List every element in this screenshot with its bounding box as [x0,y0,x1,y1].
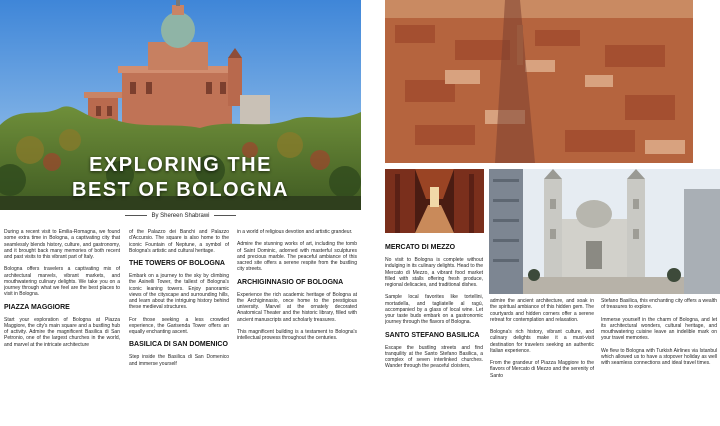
paragraph: No visit to Bologna is complete without indulging in its culinary delights. Head to the Mercato di Mezzo, a vibrant food market filled with stalls offering fresh produce, regional delicacies, and traditional dishes. [385,257,483,288]
byline-text: By Shereen Shabrawi [151,213,210,219]
column-4 [385,242,483,426]
paragraph: Bologna's rich history, vibrant culture, and culinary delights make it a must-visit destination for travelers seeking an authentic Italian experience. [490,329,594,354]
paragraph: admire the ancient architecture, and soak in the spiritual ambiance of this hidden gem. The courtyards and hidden corners offer a serene retreat for contemplation and relaxation. [490,298,594,323]
heading-archiginnasio: ARCHIGINNASIO OF BOLOGNA [237,278,344,286]
paragraph: This magnificent building is a testament to Bologna's intellectual prowess throughout the centuries. [237,328,357,341]
portico-photo [385,169,484,233]
santo-stefano-basilica-icon [489,169,720,294]
aerial-photo [385,0,693,163]
paragraph: For those seeking a less crowded experience, the Garisenda Tower offers an equally enchanting ascent. [129,316,229,335]
column-2 [129,229,229,426]
column-5 [490,298,594,426]
page-gutter [361,0,383,426]
byline-rule-left [125,215,147,216]
heading-towers: THE TOWERS OF BOLOGNA [129,260,225,267]
paragraph: Immerse yourself in the charm of Bologna, and let its architectural wonders, cultural heritage, and mouthwatering cuisine leave an indelible mark on your travel memories. [601,316,717,342]
paragraph: Sample local favorites like tortellini, mortadella, and tagliatelle al ragù, accompanied by a glass of local wine. Let your taste buds embark on a gastronomic journey through the flavors of Bologna. [385,294,483,326]
paragraph: Stefano Basilica, this enchanting city offers a wealth of treasures to explore. [601,298,717,311]
santo-stefano-photo [489,169,720,294]
paragraph: Escape the bustling streets and find tranquility at the Santo Stefano Basilica, a complex of seven interlinked churches. Wander through the peaceful cloisters, [385,344,483,370]
paragraph: in a world of religious devotion and artistic grandeur. [237,229,353,235]
paragraph: Experience the rich academic heritage of Bologna at the Archiginnasio, once home to the prestigious university. Marvel at the ornately decorated Anatomical Theater and the historic library, filled with ancient manuscripts and scholarly treasures. [237,291,357,323]
paragraph: Embark on a journey to the sky by climbing the Asinelli Tower, the tallest of Bologna's iconic leaning towers. Enjoy panoramic views of the cityscape and surrounding hills, and learn about the intriguing history behind these medieval structures. [129,273,229,311]
bologna-rooftops-icon [385,0,693,163]
heading-mercato-di-mezzo: MERCATO DI MEZZO [385,244,456,251]
column-3 [237,229,357,426]
heading-piazza-maggiore: PIAZZA MAGGIORE [4,303,70,311]
article-title [0,153,361,203]
byline-rule-right [214,215,236,216]
paragraph: of the Palazzo dei Banchi and Palazzo d'Accursio. The square is also home to the iconic Fountain of Neptune, a symbol of Bologna's artistic and cultural heritage. [129,229,229,254]
paragraph: Bologna offers travelers a captivating mix of architectural marvels, vibrant markets, and mouthwatering culinary delights. We take you on a journey through what we feel are the best places to visit in Bologna. [4,266,120,298]
title-line-1: EXPLORING THE [89,154,272,176]
paragraph: During a recent visit to Emilia-Romagna, we found some extra time in Bologna, a captivating city that seamlessly blends history, culture, and gastronomy, and it brought back many memories of both recent and past visits to this vibrant part of Italy. [4,229,120,260]
right-page [383,0,720,426]
paragraph: Step inside the Basilica di San Domenico and immerse yourself [129,354,229,367]
heading-santo-stefano: SANTO STEFANO BASILICA [385,331,480,339]
byline [0,213,361,219]
title-line-2: BEST OF BOLOGNA [72,179,289,201]
heading-san-domenico: BASILICA DI SAN DOMENICO [129,341,228,349]
paragraph: From the grandeur of Piazza Maggiore to the flavors of Mercato di Mezzo and the serenity of Santo [490,360,594,379]
paragraph: Admire the stunning works of art, including the tomb of Saint Dominic, adorned with masterful sculptures and precious marble. The peaceful ambiance of this sacred site offers a serene respite from the bustling city streets. [237,241,357,273]
paragraph: Start your exploration of Bologna at Piazza Maggiore, the city's main square and a bustling hub of activity. Admire the magnificent Basilica di San Petronio, one of the largest churches in the world, and marvel at the intricate architecture [4,316,120,348]
paragraph: We flew to Bologna with Turkish Airlines via Istanbul which allowed us to have a stopover holiday as well with seamless connections and ideal travel times. [601,347,717,366]
column-1 [4,229,120,426]
portico-corridor-icon [385,169,484,233]
column-6 [601,298,717,426]
